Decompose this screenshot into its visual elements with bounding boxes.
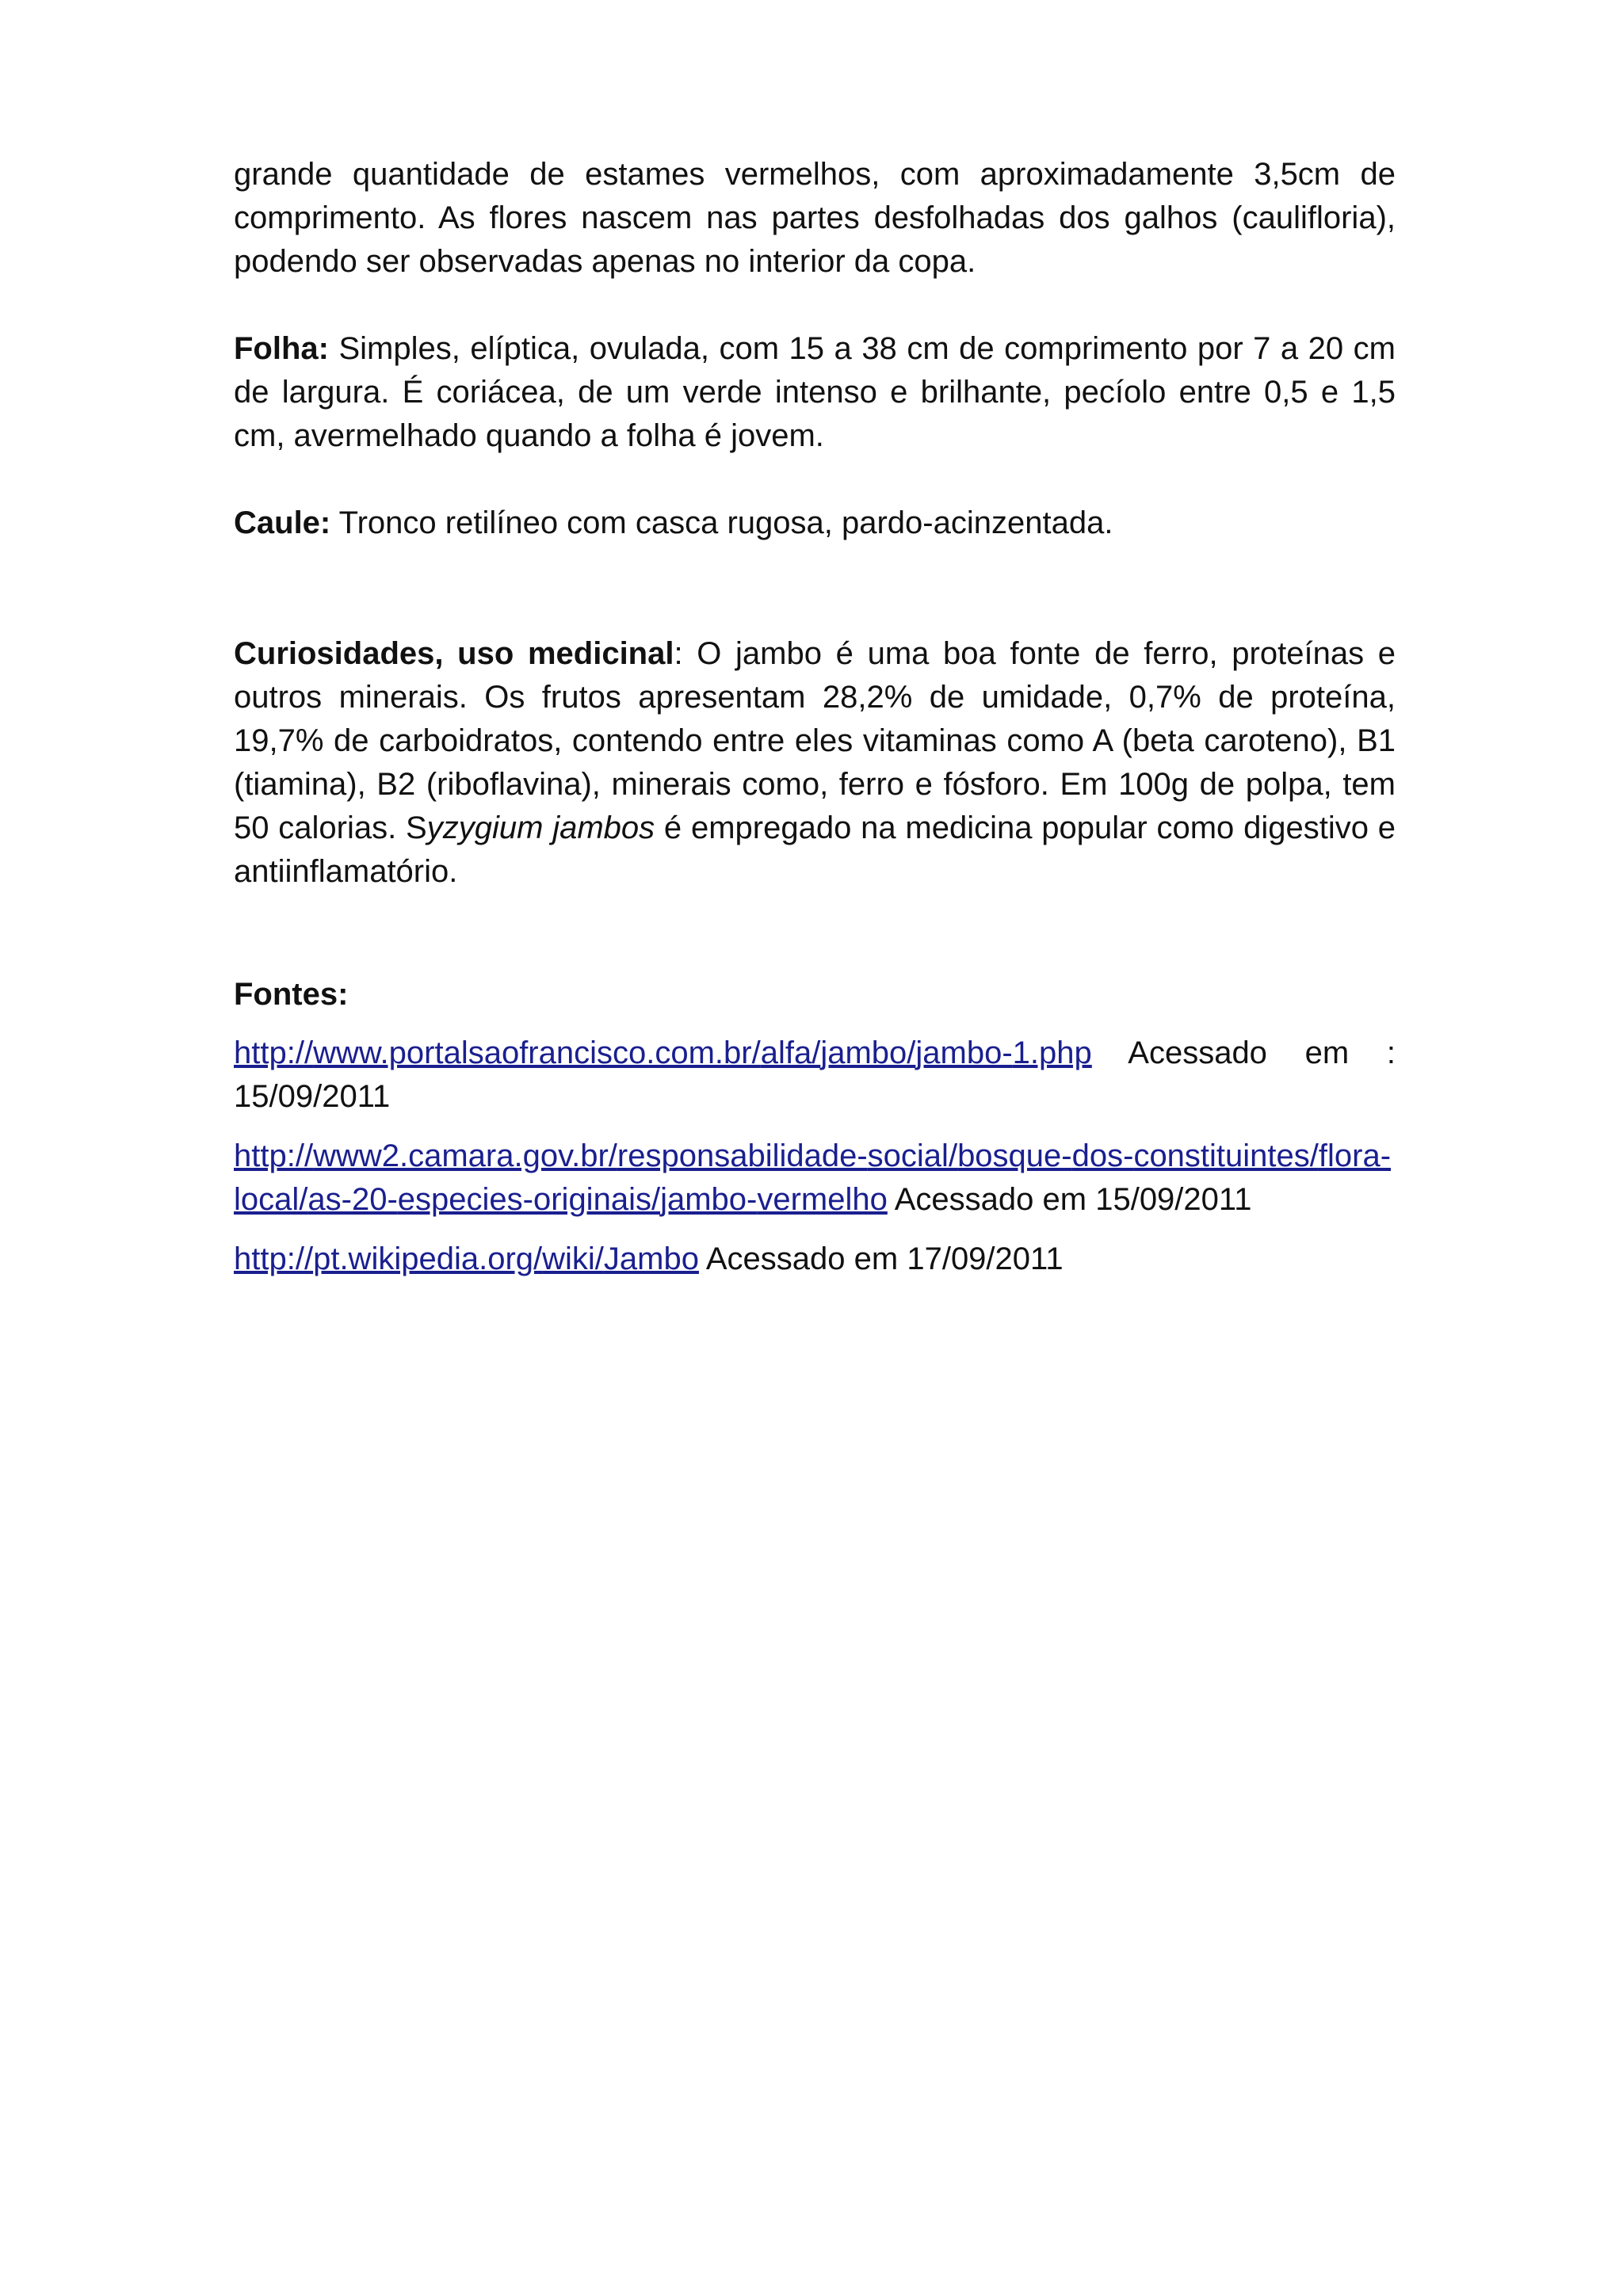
curiosidades-text: : O jambo é uma boa fonte de ferro, proteínas e outros minerais. Os frutos apresentam 28,2% de umidade, 0,7% de proteína, 19,7% de carboidratos, contendo entre eles vitaminas como A (beta caroteno), B1 (tiamina), B2 (riboflavina), minerais como, ferro e fósforo. Em 100g de polpa, tem 50 calorias. S [234, 636, 1396, 845]
folha-label: Folha: [234, 331, 329, 366]
source-item [234, 1135, 1396, 1222]
source-link[interactable]: http://www2.camara.gov.br/responsabilidade-social/bosque-dos-constituintes/flora-local/as-20-especies-originais/jambo-vermelho [234, 1138, 1392, 1217]
curiosidades-label: Curiosidades, uso medicinal [234, 636, 674, 671]
caule-label: Caule: [234, 505, 331, 540]
caule-paragraph [234, 502, 1396, 545]
species-name: yzygium jambos [426, 810, 655, 845]
source-accessed: Acessado em 15/09/2011 [887, 1182, 1252, 1217]
fontes-heading: Fontes: [234, 977, 349, 1012]
caule-text: Tronco retilíneo com casca rugosa, pardo-acinzentada. [330, 505, 1113, 540]
source-accessed: Acessado em 17/09/2011 [698, 1241, 1064, 1276]
folha-paragraph [234, 327, 1396, 458]
intro-paragraph: grande quantidade de estames vermelhos, com aproximadamente 3,5cm de comprimento. As flores nascem nas partes desfolhadas dos galhos (caulifloria), podendo ser observadas apenas no interior da copa. [234, 157, 1396, 279]
source-link[interactable]: http://pt.wikipedia.org/wiki/Jambo [234, 1241, 699, 1276]
source-link[interactable]: http://www.portalsaofrancisco.com.br/alfa/jambo/jambo-1.php [234, 1035, 1092, 1070]
document-body [234, 153, 1396, 1281]
source-accessed: Acessado em : 15/09/2011 [234, 1035, 1396, 1114]
curiosidades-paragraph [234, 632, 1396, 894]
source-item [234, 1032, 1396, 1119]
source-item [234, 1238, 1396, 1281]
folha-text: Simples, elíptica, ovulada, com 15 a 38 cm de comprimento por 7 a 20 cm de largura. É coriácea, de um verde intenso e brilhante, pecíolo entre 0,5 e 1,5 cm, avermelhado quando a folha é jovem. [234, 331, 1396, 453]
curiosidades-text-end: é empregado na medicina popular como digestivo e antiinflamatório. [234, 810, 1396, 889]
